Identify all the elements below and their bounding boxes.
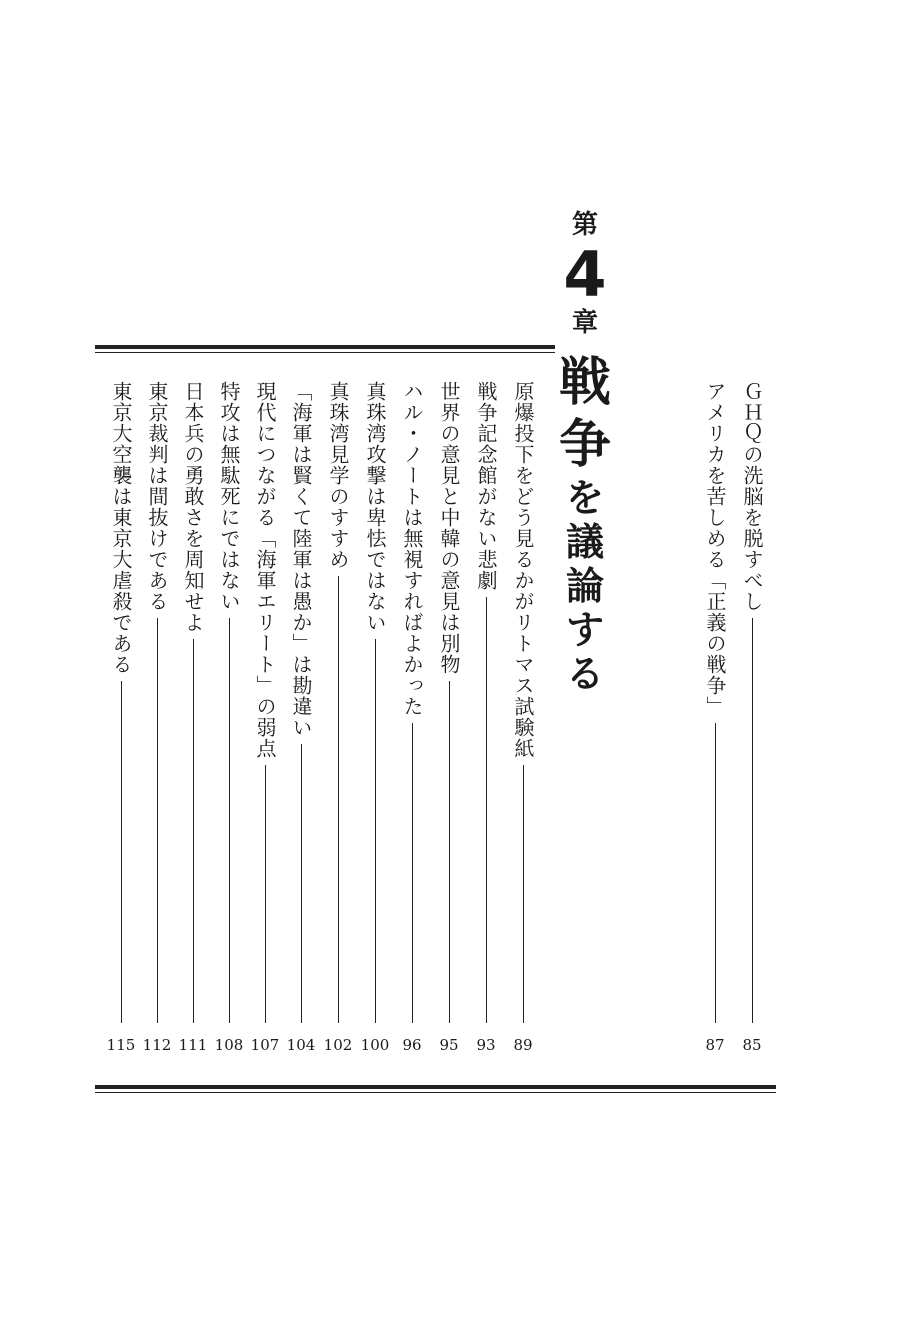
leader-line [523, 765, 524, 1023]
leader-line [157, 618, 158, 1023]
leader-line [486, 597, 487, 1023]
toc-entry-page: 115 [106, 1036, 136, 1054]
toc-entry-page: 89 [513, 1036, 533, 1054]
chapter-heading [555, 210, 615, 696]
toc-entry[interactable] [737, 381, 767, 1054]
leader-line [229, 618, 230, 1023]
toc-entry-title: 原爆投下をどう見るかがリトマス試験紙 [511, 381, 535, 759]
toc-entry-page: 107 [250, 1036, 280, 1054]
toc-entry[interactable] [250, 381, 280, 1054]
toc-entry-title: 東京大空襲は東京大虐殺である [109, 381, 133, 675]
leader-line [375, 639, 376, 1023]
toc-entry-page: 95 [439, 1036, 459, 1054]
leader-line [338, 576, 339, 1023]
toc-entry-page: 85 [742, 1036, 762, 1054]
leader-line [412, 723, 413, 1023]
toc-entry-page: 104 [286, 1036, 316, 1054]
toc-entry-title: 現代につながる「海軍エリート」の弱点 [253, 381, 277, 759]
toc-entry-title: 日本兵の勇敢さを周知せよ [181, 381, 205, 633]
toc-entry-page: 87 [705, 1036, 725, 1054]
toc-entry-title: 東京裁判は間抜けである [145, 381, 169, 612]
leader-line [715, 723, 716, 1023]
toc-entry[interactable] [700, 381, 730, 1054]
chapter-label-top: 第 [571, 210, 598, 240]
chapter-title-char: す [565, 608, 604, 652]
chapter-title [559, 352, 611, 696]
chapter-title-char: 争 [558, 415, 611, 475]
leader-line [121, 681, 122, 1023]
toc-entry[interactable] [360, 381, 390, 1054]
leader-line [301, 744, 302, 1023]
leader-line [193, 639, 194, 1023]
toc-entry[interactable] [471, 381, 501, 1054]
toc-entry-title: 「海軍は賢くて陸軍は愚か」は勘違い [289, 381, 313, 738]
toc-entry-title: 真珠湾見学のすすめ [326, 381, 350, 570]
toc-entry-page: 112 [142, 1036, 172, 1054]
chapter-label-bottom: 章 [571, 308, 598, 338]
bottom-rule [95, 1085, 776, 1095]
toc-entry[interactable] [178, 381, 208, 1054]
leader-line [449, 681, 450, 1023]
toc-entry[interactable] [508, 381, 538, 1054]
toc-entry[interactable] [286, 381, 316, 1054]
toc-entry[interactable] [106, 381, 136, 1054]
toc-entry[interactable] [214, 381, 244, 1054]
leader-line [265, 765, 266, 1023]
toc-entry[interactable] [142, 381, 172, 1054]
top-rule [95, 345, 776, 355]
chapter-title-char: 議 [565, 520, 604, 564]
toc-entry-page: 96 [402, 1036, 422, 1054]
leader-line [752, 618, 753, 1023]
chapter-title-char: 戦 [558, 353, 611, 413]
toc-entry-title: 真珠湾攻撃は卑怯ではない [363, 381, 387, 633]
chapter-number: 4 [563, 238, 607, 311]
toc-entry-title: ＧＨＱの洗脳を脱すべし [740, 381, 764, 612]
toc-entry-title: 戦争記念館がない悲劇 [474, 381, 498, 591]
toc-entry-title: アメリカを苦しめる「正義の戦争」 [703, 381, 727, 717]
toc-entry-title: ハル・ノートは無視すればよかった [400, 381, 424, 717]
toc-entry-page: 102 [323, 1036, 353, 1054]
toc-entry-page: 108 [214, 1036, 244, 1054]
toc-entry-page: 100 [360, 1036, 390, 1054]
chapter-title-char: を [565, 476, 604, 520]
toc-entry-title: 世界の意見と中韓の意見は別物 [437, 381, 461, 675]
toc-entry[interactable] [323, 381, 353, 1054]
toc-entry-title: 特攻は無駄死にではない [217, 381, 241, 612]
chapter-title-char: 論 [565, 564, 604, 608]
toc-entry[interactable] [434, 381, 464, 1054]
toc-entry[interactable] [397, 381, 427, 1054]
toc-entry-page: 111 [178, 1036, 208, 1054]
toc-entry-page: 93 [476, 1036, 496, 1054]
chapter-title-char: る [565, 652, 604, 696]
